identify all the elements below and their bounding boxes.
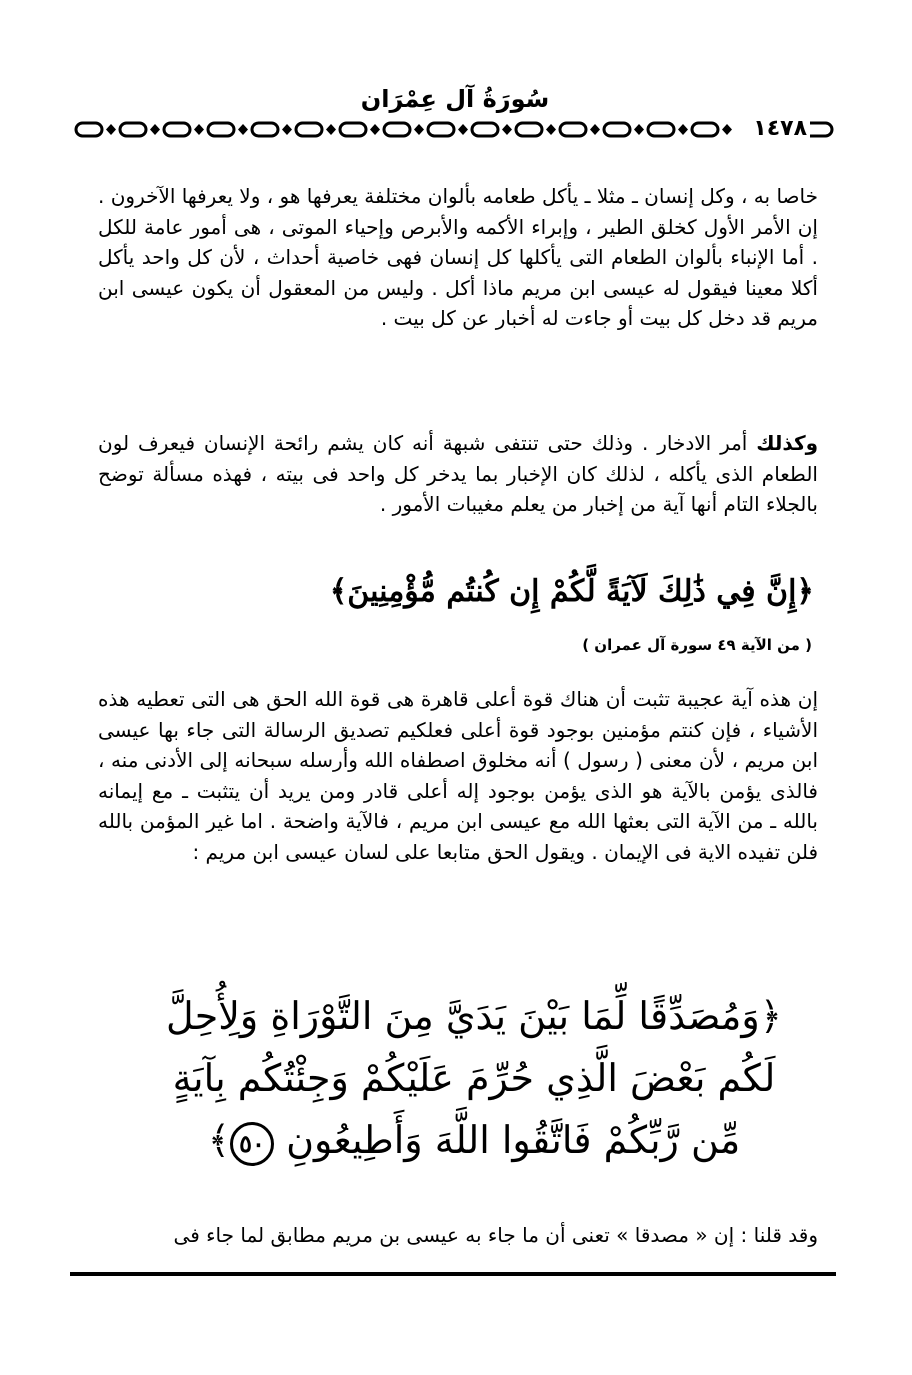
verse-50-text: وَمُصَدِّقًا لِّمَا بَيْنَ يَدَيَّ مِنَ التَّوْرَاةِ وَلِأُحِلَّ لَكُم بَعْضَ الَّذِي حُرِّمَ عَلَيْكُمْ وَجِئْتُكُم بِآيَةٍ مِّن رَّبِّكُمْ فَاتَّقُوا اللَّهَ وَأَطِيعُونِ [165,994,776,1162]
page-number: ١٤٧٨ [750,116,810,141]
paragraph-miracle: إن هذه آية عجيبة تثبت أن هناك قوة أعلى قاهرة هى قوة الله الحق هى التى تعطيه هذه الأشياء ، فإن كنتم مؤمنين بوجود قوة أعلى فعلكيم تصديق الرسالة التى جاء بها عيسى ابن مريم ، لأن معنى ( رسول ) أنه مخلوق اصطفاه الله وأرسله سبحانه إلى الأدنى منه ، فالذى يؤمن بالآية هو الذى يؤمن بوجود إله أعلى قادر ومن يريد أن يتثبت ـ مع إيمانه بالله ـ من الآية التى بعثها الله مع عيسى ابن مريم ، فالآية واضحة . اما غير المؤمن بالله فلن تفيده الاية فى الإيمان . ويقول الحق متابعا على لسان عيسى ابن مريم : [98,687,818,864]
ornate-bracket-right-icon: ﴿ [796,574,814,609]
verse-49-text: إِنَّ فِي ذَٰلِكَ لَآيَةً لَّكُمْ إِن كُنتُم مُّؤْمِنِينَ [347,574,797,609]
verse-reference: ( من الآية ٤٩ سورة آل عمران ) [582,636,812,654]
quran-verse-50 [154,985,794,1171]
ayah-number-badge: ٥٠ [230,1122,274,1166]
chain-ornament [70,118,840,142]
sura-title: سُورَةُ آل عِمْرَان [360,85,550,113]
paragraph-food-colors: خاصا به ، وكل إنسان ـ مثلا ـ يأكل طعامه بألوان مختلفة يعرفها هو ، ولا يعرفها الآخرون . إن الأمر الأول كخلق الطير ، وإبراء الأكمه والأبرص وإحياء الموتى ، هى أمور عامة للكل . أما الإنباء بألوان الطعام التى يأكلها كل إنسان فهى خاصية أحداث ، لأن كل واحد يأكل أكلا معينا فيقول له عيسى ابن مريم ماذا أكل . وليس من المعقول أن يكون عيسى ابن مريم قد دخل كل بيت أو جاءت له أخبار عن كل بيت . [98,184,818,331]
ornate-bracket-left-icon: ﴾ [329,574,348,609]
ornate-bracket-left-icon: ﴾ [207,1118,231,1162]
quran-verse-49 [330,572,814,612]
paragraph-musaddiqan: وقد قلنا : إن « مصدقا » تعنى أن ما جاء به عيسى بن مريم مطابق لما جاء فى [173,1223,818,1247]
paragraph-storing-body: أمر الادخار . وذلك حتى تنتفى شبهة أنه كان يشم رائحة الإنسان فيعرف لون الطعام الذى يأكله ، لذلك كان الإخبار بما يدخر كل واحد فى بيته ، فهذه مسألة توضح بالجلاء التام أنها آية من إخبار من يعلم مغيبات الأمور . [98,431,818,517]
paragraph-storing [98,428,818,520]
ornate-bracket-right-icon: ﴿ [759,994,783,1038]
page-header [70,84,840,142]
paragraph-lead-word: وكذلك [756,431,819,455]
bottom-rule [70,1272,836,1276]
ornamental-border [70,118,840,142]
